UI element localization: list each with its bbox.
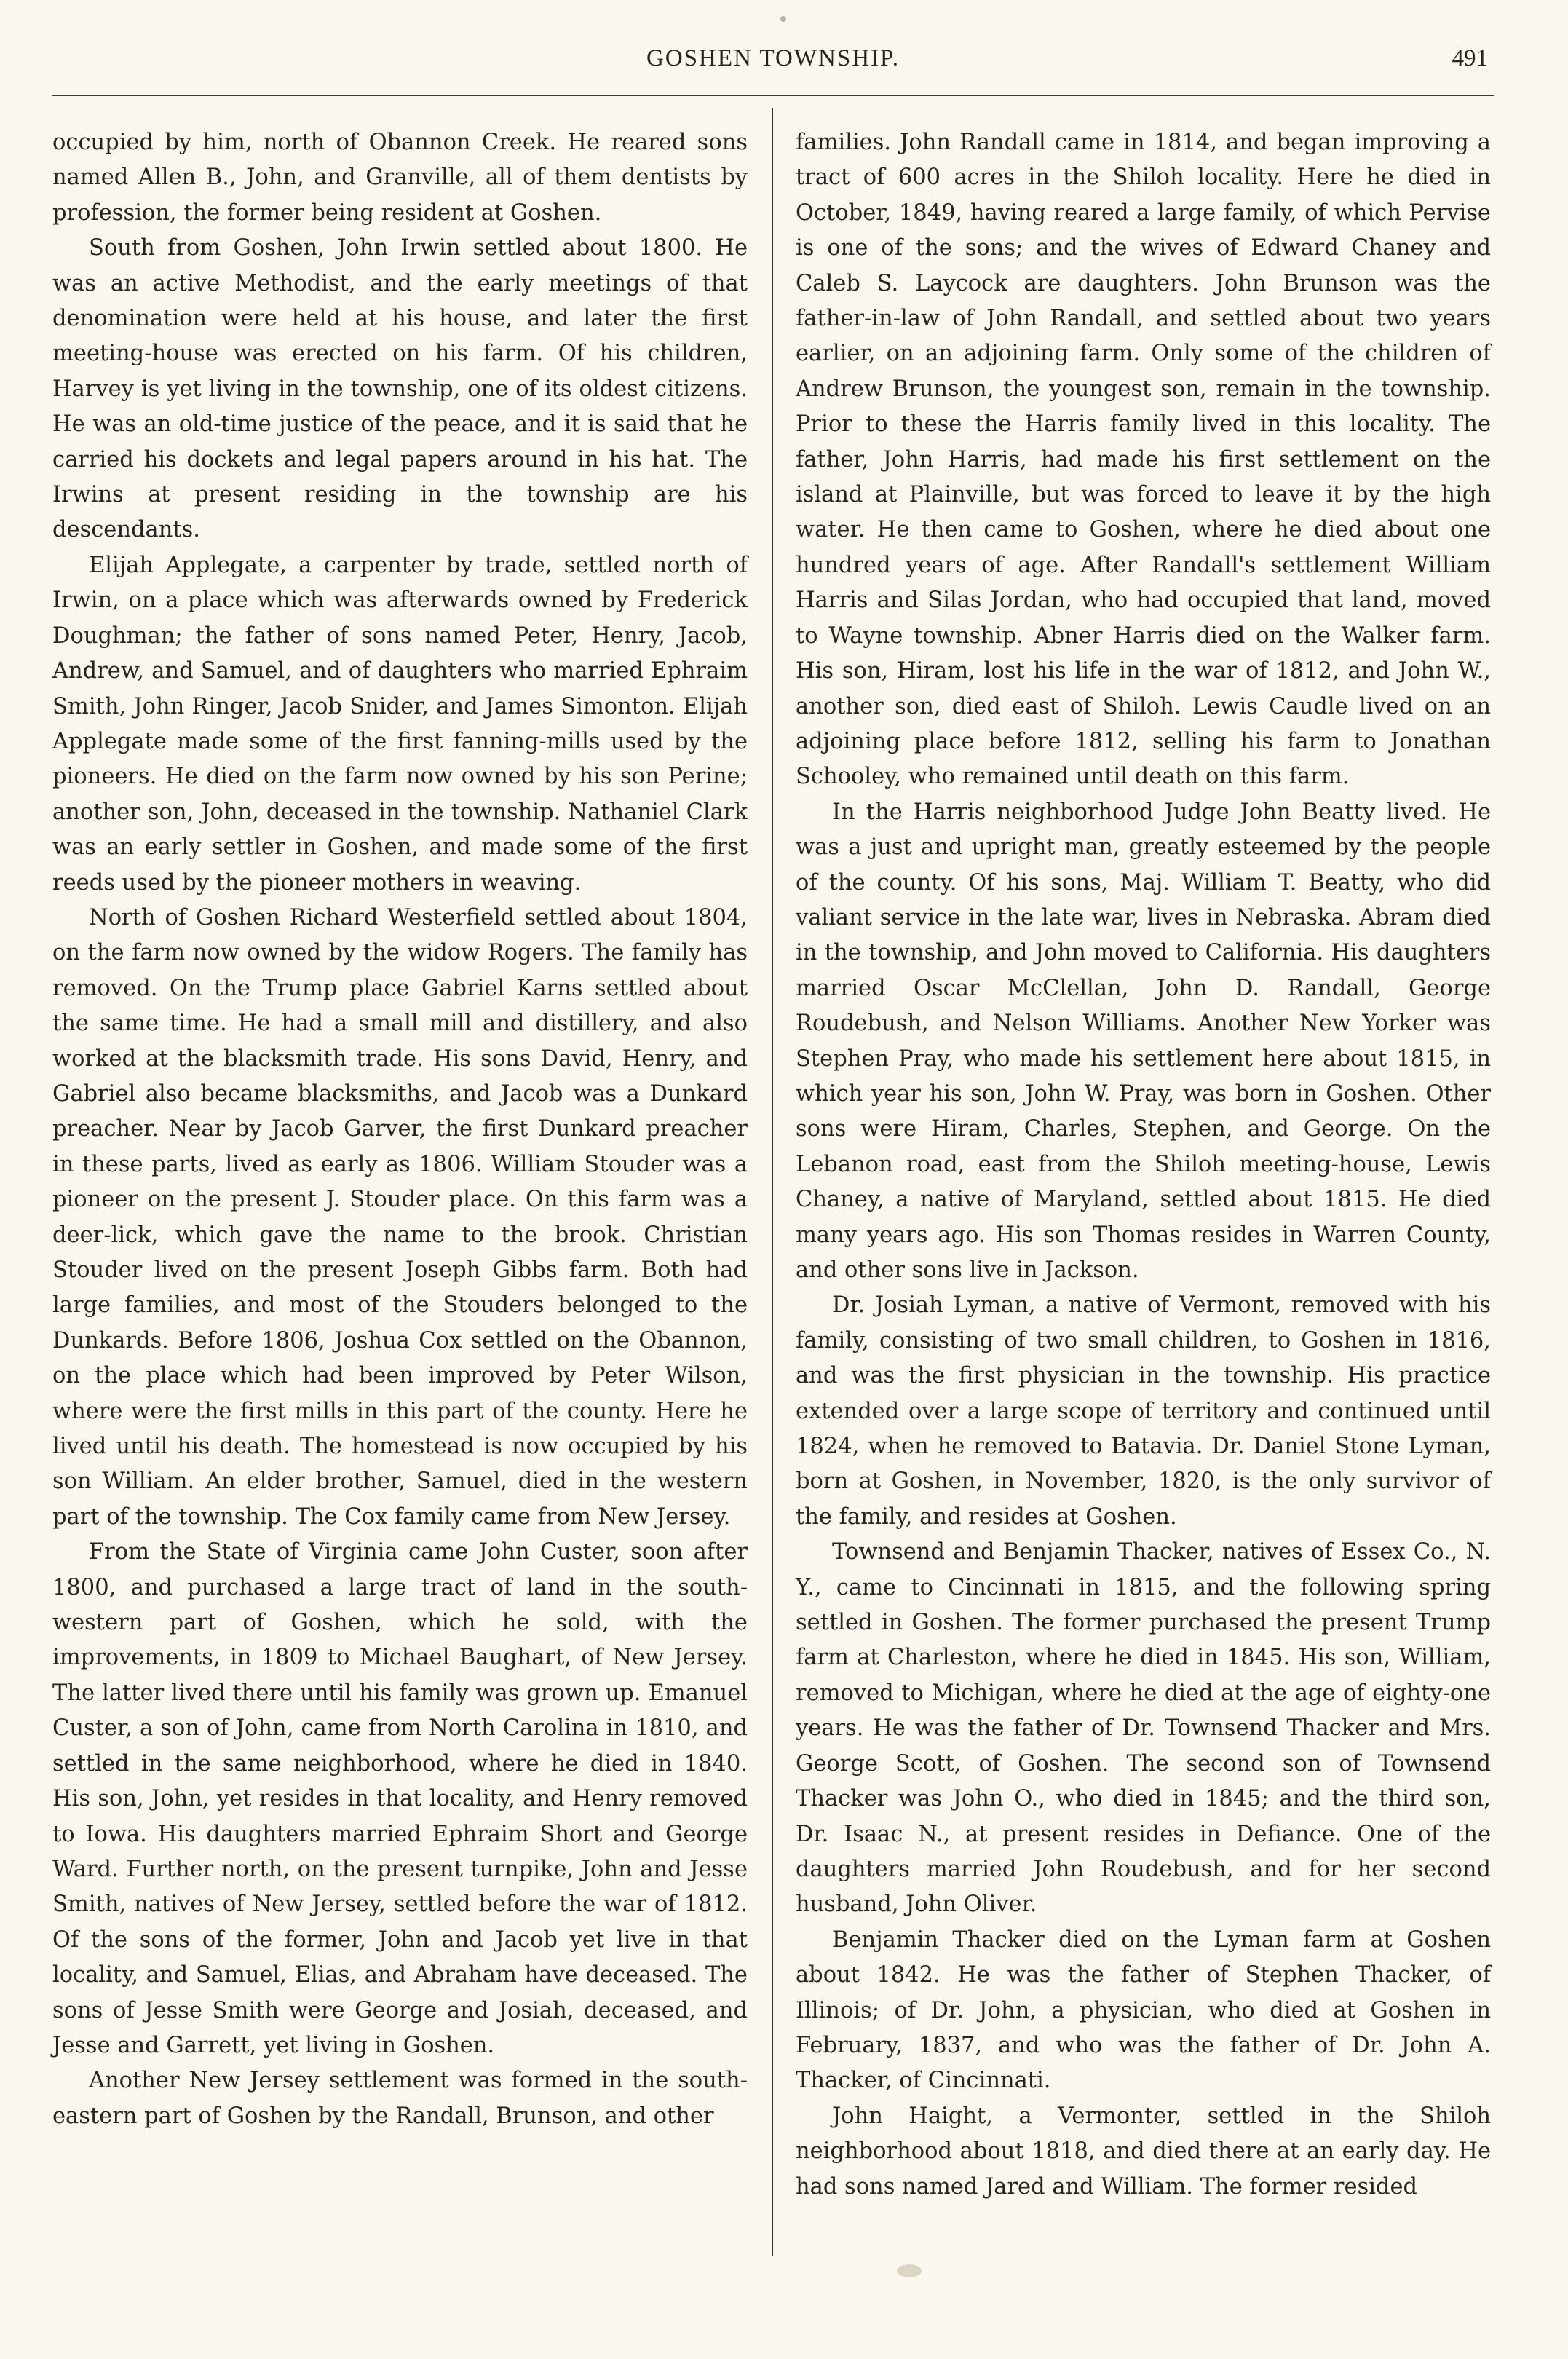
ink-smudge xyxy=(897,2264,922,2277)
paragraph: families. John Randall came in 1814, and began improving a tract of 600 acres in the Shiloh locality. Here he died in October, 1849, having reared a large family, of which Pervise is one of the sons; and the wives of Edward Chaney and Caleb S. Laycock are daughters. John Brunson was the father-in-law of John Randall, and settled about two years earlier, on an adjoining farm. Only some of the children of Andrew Brunson, the youngest son, remain in the township. Prior to these the Harris family lived in this locality. The father, John Harris, had made his first settlement on the island at Plainville, but was forced to leave it by the high water. He then came to Goshen, where he died about one hundred years of age. After Randall's settlement William Harris and Silas Jordan, who had occupied that land, moved to Wayne township. Abner Harris died on the Walker farm. His son, Hiram, lost his life in the war of 1812, and John W., another son, died east of Shiloh. Lewis Caudle lived on an adjoining place before 1812, selling his farm to Jonathan Schooley, who remained until death on this farm. xyxy=(796,130,1491,790)
paragraph: occupied by him, north of Obannon Creek. He reared sons named Allen B., John, and Granville, all of them dentists by profession, the former being resident at Goshen. xyxy=(52,130,748,226)
paragraph: Townsend and Benjamin Thacker, natives of Essex Co., N. Y., came to Cincinnati in 1815, and the following spring settled in Goshen. The former purchased the present Trump farm at Charleston, where he died in 1845. His son, William, removed to Michigan, where he died at the age of eighty-one years. He was the father of Dr. Townsend Thacker and Mrs. George Scott, of Goshen. The second son of Townsend Thacker was John O., who died in 1845; and the third son, Dr. Isaac N., at present resides in Defiance. One of the daughters married John Roudebush, and for her second husband, John Oliver. xyxy=(796,1539,1491,1918)
page-number: 491 xyxy=(1452,45,1488,71)
header-rule xyxy=(52,95,1494,96)
print-mark xyxy=(780,16,786,22)
paragraph: In the Harris neighborhood Judge John Beatty lived. He was a just and upright man, greatly esteemed by the people of the county. Of his sons, Maj. William T. Beatty, who did valiant service in the late war, lives in Nebraska. Abram died in the township, and John moved to California. His daughters married Oscar McClellan, John D. Randall, George Roudebush, and Nelson Williams. Another New Yorker was Stephen Pray, who made his settlement here about 1815, in which year his son, John W. Pray, was born in Goshen. Other sons were Hiram, Charles, Stephen, and George. On the Lebanon road, east from the Shiloh meeting-house, Lewis Chaney, a native of Maryland, settled about 1815. He died many years ago. His son Thomas resides in Warren County, and other sons live in Jackson. xyxy=(796,799,1491,1283)
page-header xyxy=(52,45,1494,82)
paragraph: Benjamin Thacker died on the Lyman farm at Goshen about 1842. He was the father of Stephen Thacker, of Illinois; of Dr. John, a physician, who died at Goshen in February, 1837, and who was the father of Dr. John A. Thacker, of Cincinnati. xyxy=(796,1927,1491,2094)
paragraph: North of Goshen Richard Westerfield settled about 1804, on the farm now owned by the widow Rogers. The family has removed. On the Trump place Gabriel Karns settled about the same time. He had a small mill and distillery, and also worked at the blacksmith trade. His sons David, Henry, and Gabriel also became blacksmiths, and Jacob was a Dunkard preacher. Near by Jacob Garver, the first Dunkard preacher in these parts, lived as early as 1806. William Stouder was a pioneer on the present J. Stouder place. On this farm was a deer-lick, which gave the name to the brook. Christian Stouder lived on the present Joseph Gibbs farm. Both had large families, and most of the Stouders belonged to the Dunkards. Before 1806, Joshua Cox settled on the Obannon, on the place which had been improved by Peter Wilson, where were the first mills in this part of the county. Here he lived until his death. The homestead is now occupied by his son William. An elder brother, Samuel, died in the western part of the township. The Cox family came from New Jersey. xyxy=(52,904,748,1530)
paragraph: John Haight, a Vermonter, settled in the Shiloh neighborhood about 1818, and died there at an early day. He had sons named Jared and William. The former resided xyxy=(796,2103,1491,2200)
paragraph: South from Goshen, John Irwin settled about 1800. He was an active Methodist, and the early meetings of that denomination were held at his house, and later the first meeting-house was erected on his farm. Of his children, Harvey is yet living in the township, one of its oldest citizens. He was an old-time justice of the peace, and it is said that he carried his dockets and legal papers around in his hat. The Irwins at present residing in the township are his descendants. xyxy=(52,235,748,543)
right-column xyxy=(796,125,1491,2205)
paragraph: Another New Jersey settlement was formed in the south-eastern part of Goshen by the Randall, Brunson, and other xyxy=(52,2068,748,2129)
paragraph: Elijah Applegate, a carpenter by trade, settled north of Irwin, on a place which was afterwards owned by Frederick Doughman; the father of sons named Peter, Henry, Jacob, Andrew, and Samuel, and of daughters who married Ephraim Smith, John Ringer, Jacob Snider, and James Simonton. Elijah Applegate made some of the first fanning-mills used by the pioneers. He died on the farm now owned by his son Perine; another son, John, deceased in the township. Nathaniel Clark was an early settler in Goshen, and made some of the first reeds used by the pioneer mothers in weaving. xyxy=(52,552,748,896)
running-title: GOSHEN TOWNSHIP. xyxy=(646,45,900,71)
left-column xyxy=(52,125,748,2134)
paragraph: Dr. Josiah Lyman, a native of Vermont, removed with his family, consisting of two small children, to Goshen in 1816, and was the first physician in the township. His practice extended over a large scope of territory and continued until 1824, when he removed to Batavia. Dr. Daniel Stone Lyman, born at Goshen, in November, 1820, is the only survivor of the family, and resides at Goshen. xyxy=(796,1292,1491,1530)
paragraph: From the State of Virginia came John Custer, soon after 1800, and purchased a large tract of land in the south-western part of Goshen, which he sold, with the improvements, in 1809 to Michael Baughart, of New Jersey. The latter lived there until his family was grown up. Emanuel Custer, a son of John, came from North Carolina in 1810, and settled in the same neighborhood, where he died in 1840. His son, John, yet resides in that locality, and Henry removed to Iowa. His daughters married Ephraim Short and George Ward. Further north, on the present turnpike, John and Jesse Smith, natives of New Jersey, settled before the war of 1812. Of the sons of the former, John and Jacob yet live in that locality, and Samuel, Elias, and Abraham have deceased. The sons of Jesse Smith were George and Josiah, deceased, and Jesse and Garrett, yet living in Goshen. xyxy=(52,1539,748,2058)
column-divider xyxy=(772,108,773,2256)
